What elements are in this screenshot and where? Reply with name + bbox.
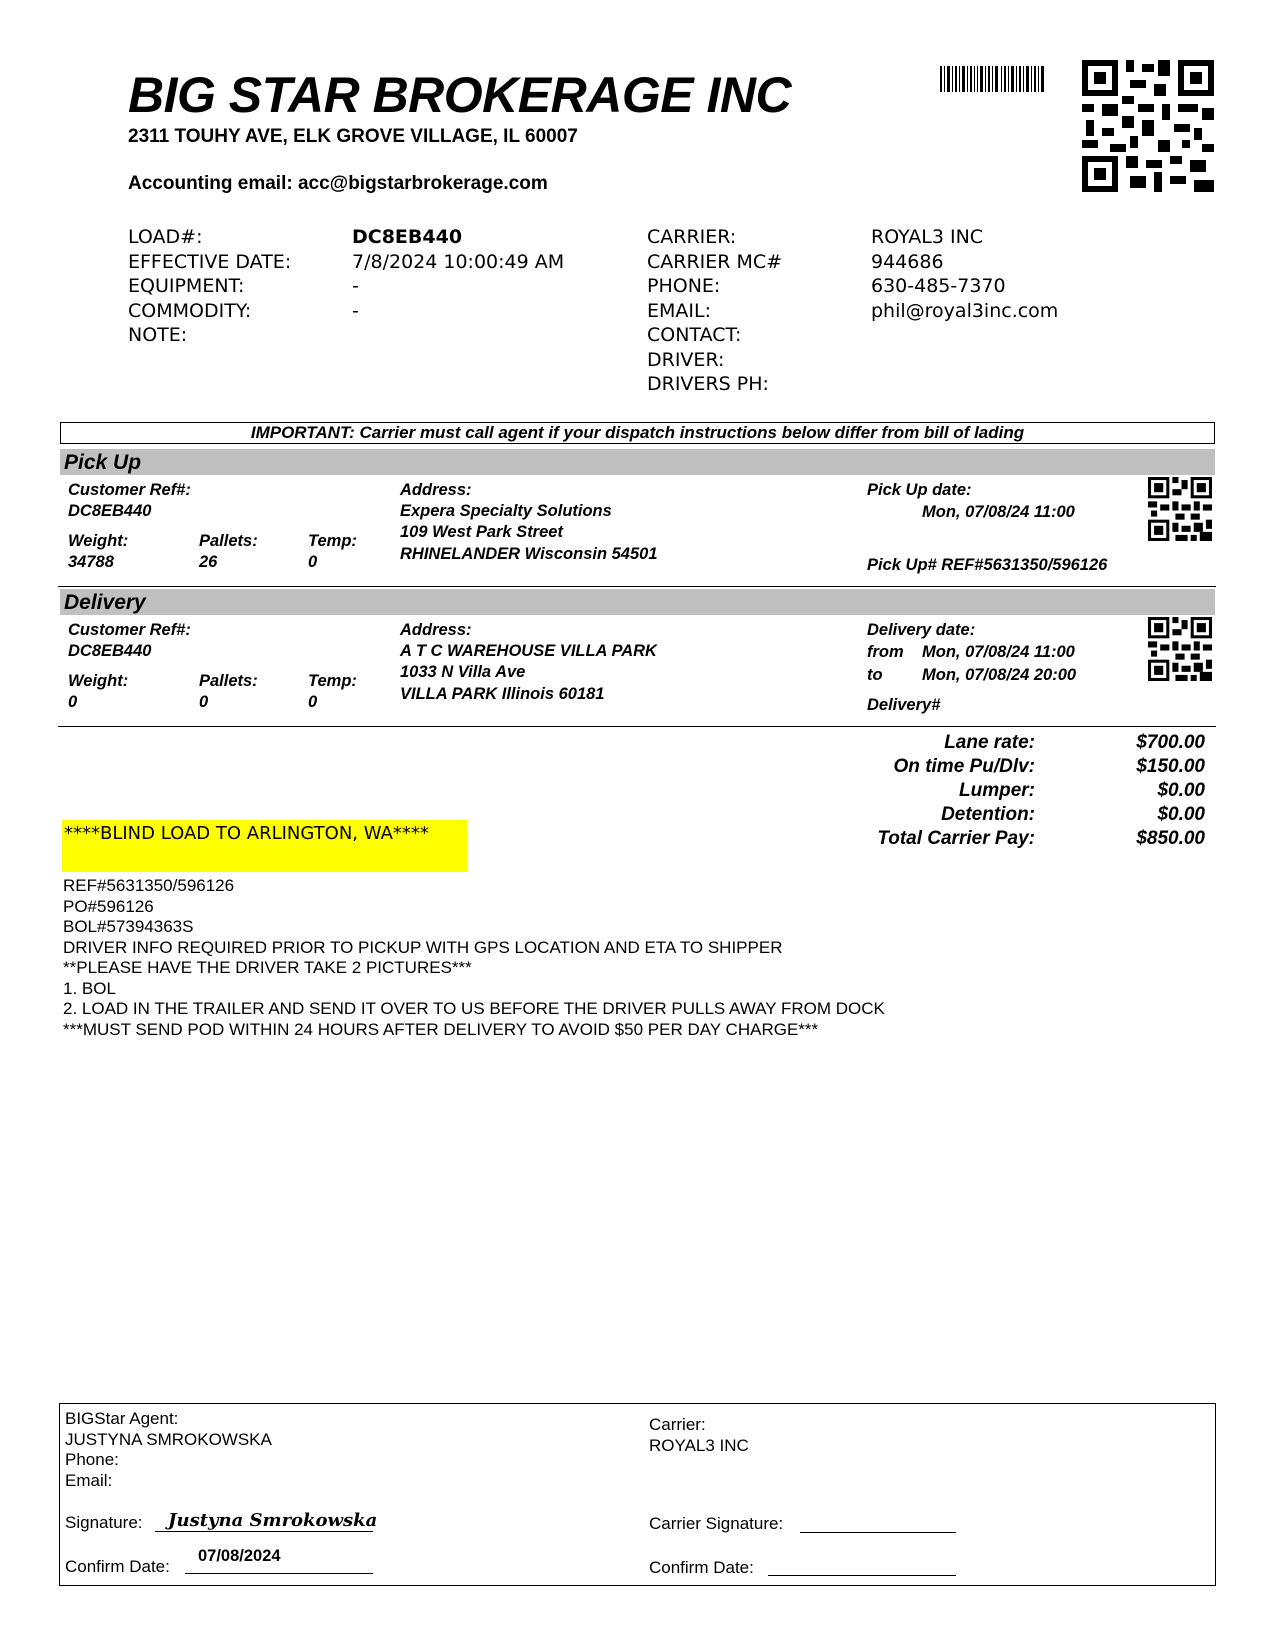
qr-code-icon [1082, 60, 1214, 192]
drivers-phone-label: DRIVERS PH: [647, 373, 769, 395]
rate-value: $0.00 [1157, 804, 1205, 825]
carrier-driver [871, 348, 1058, 373]
total-pay-value: $850.00 [1136, 828, 1205, 849]
delivery-pallets: 0 [199, 693, 209, 711]
carrier-mc-label: CARRIER MC# [647, 250, 783, 273]
note-line: PO#596126 [63, 896, 154, 916]
note-line: ***MUST SEND POD WITHIN 24 HOURS AFTER DELIVERY TO AVOID $50 PER DAY CHARGE*** [63, 1019, 819, 1039]
divider [58, 586, 1216, 587]
pickup-weight: 34788 [68, 553, 114, 571]
email-label: EMAIL: [647, 299, 711, 322]
rate-label: Lane rate: [944, 732, 1035, 753]
delivery-section-title: Delivery [60, 589, 1215, 615]
carrier-contact [871, 323, 1058, 348]
note-line: 2. LOAD IN THE TRAILER AND SEND IT OVER TO US BEFORE THE DRIVER PULLS AWAY FROM DOCK [63, 999, 885, 1018]
rate-row [885, 755, 1205, 779]
agent-label: BIGStar Agent: [65, 1409, 179, 1428]
effective-date-label: EFFECTIVE DATE: [128, 250, 292, 273]
rate-label: Lumper: [959, 780, 1035, 801]
note-label: NOTE: [128, 324, 188, 346]
phone-label: PHONE: [647, 275, 721, 297]
rate-label: On time Pu/Dlv: [893, 756, 1035, 777]
carrier-confirm-date-label: Confirm Date: [649, 1558, 754, 1577]
company-address: 2311 TOUHY AVE, ELK GROVE VILLAGE, IL 60007 [128, 126, 578, 147]
note-line: 1. BOL [63, 978, 116, 998]
note-line: DRIVER INFO REQUIRED PRIOR TO PICKUP WITH GPS LOCATION AND ETA TO SHIPPER [63, 937, 783, 957]
rate-value: $0.00 [1157, 780, 1205, 801]
confirm-date: 07/08/2024 [198, 1547, 281, 1565]
blind-load-highlight [62, 820, 467, 872]
confirm-date-line [185, 1573, 373, 1574]
delivery-weight-label: Weight: [68, 672, 129, 690]
rate-label: Detention: [941, 804, 1035, 825]
equipment-label: EQUIPMENT: [128, 275, 245, 297]
carrier-email: phil@royal3inc.com [871, 299, 1059, 322]
delivery-from-label: from [867, 643, 904, 661]
load-values [352, 225, 564, 348]
agent-name: JUSTYNA SMROKOWSKA [65, 1429, 272, 1449]
carrier-driver-phone [871, 372, 1058, 397]
dispatch-notes [63, 876, 885, 1040]
delivery-address-line: A T C WAREHOUSE VILLA PARK [400, 642, 657, 660]
commodity-label: COMMODITY: [128, 299, 252, 322]
note-value [352, 323, 564, 348]
rate-row [885, 731, 1205, 755]
pickup-pallets: 26 [199, 553, 218, 571]
agent-signature: Justyna Smrokowska [168, 1510, 378, 1531]
confirm-date-label: Confirm Date: [65, 1557, 170, 1576]
carrier-mc: 944686 [871, 250, 944, 273]
carrier-signature-line [800, 1532, 956, 1533]
total-pay-label: Total Carrier Pay: [877, 828, 1035, 849]
rate-row [885, 779, 1205, 803]
pickup-address-line: 109 West Park Street [400, 523, 563, 541]
qr-code-icon [1148, 477, 1212, 541]
load-labels [128, 225, 291, 348]
delivery-date-label: Delivery date: [867, 621, 976, 639]
carrier-phone: 630-485-7370 [871, 275, 1006, 297]
delivery-number-label: Delivery# [867, 696, 941, 714]
contact-label: CONTACT: [647, 324, 742, 346]
effective-date: 7/8/2024 10:00:49 AM [352, 250, 565, 273]
rates-table [877, 731, 1205, 851]
rate-value: $150.00 [1136, 756, 1205, 777]
carrier-label: CARRIER: [647, 226, 737, 248]
pickup-ref: Pick Up# REF#5631350/596126 [867, 556, 1108, 574]
signature-line [155, 1531, 373, 1532]
pickup-address-line: Expera Specialty Solutions [400, 502, 612, 520]
delivery-from-date: Mon, 07/08/24 11:00 [922, 643, 1075, 661]
pickup-weight-label: Weight: [68, 532, 129, 550]
note-line: **PLEASE HAVE THE DRIVER TAKE 2 PICTURES*** [63, 958, 472, 977]
carrier-labels [647, 225, 782, 397]
commodity-value: - [352, 299, 359, 322]
pickup-address-label: Address: [400, 481, 472, 499]
agent-email-label: Email: [65, 1470, 113, 1490]
delivery-address-line: VILLA PARK Illinois 60181 [400, 685, 605, 703]
pickup-customer-ref-label: Customer Ref#: [68, 481, 191, 499]
rate-value: $700.00 [1136, 732, 1205, 753]
carrier-sign-info [649, 1415, 749, 1456]
divider [58, 726, 1216, 727]
equipment-value: - [352, 275, 359, 297]
delivery-address-line: 1033 N Villa Ave [400, 663, 526, 681]
barcode-icon [940, 66, 1046, 92]
delivery-pallets-label: Pallets: [199, 672, 258, 690]
delivery-customer-ref: DC8EB440 [68, 642, 152, 660]
note-line: BOL#57394363S [63, 917, 194, 936]
delivery-address-label: Address: [400, 621, 472, 639]
accounting-email: Accounting email: acc@bigstarbrokerage.com [128, 173, 548, 194]
qr-code-icon [1148, 617, 1212, 681]
pickup-section-title: Pick Up [60, 449, 1215, 475]
pickup-date-label: Pick Up date: [867, 481, 972, 499]
carrier-confirm-date-line [768, 1575, 956, 1576]
load-number: DC8EB440 [352, 226, 463, 248]
pickup-temp-label: Temp: [308, 532, 357, 550]
pickup-address-line: RHINELANDER Wisconsin 54501 [400, 545, 658, 563]
delivery-customer-ref-label: Customer Ref#: [68, 621, 191, 639]
carrier-name: ROYAL3 INC [871, 226, 984, 248]
carrier-values [871, 225, 1058, 397]
signature-label: Signature: [65, 1513, 143, 1532]
delivery-to-date: Mon, 07/08/24 20:00 [922, 666, 1077, 684]
pickup-temp: 0 [308, 553, 318, 571]
delivery-temp-label: Temp: [308, 672, 357, 690]
blind-load-note: ****BLIND LOAD TO ARLINGTON, WA**** [64, 823, 429, 844]
note-line: REF#5631350/596126 [63, 876, 235, 895]
carrier-sign-name: ROYAL3 INC [649, 1435, 749, 1455]
important-notice: IMPORTANT: Carrier must call agent if your dispatch instructions below differ from bill of lading [60, 422, 1215, 444]
agent-info [65, 1409, 272, 1491]
delivery-weight: 0 [68, 693, 78, 711]
carrier-signature-label: Carrier Signature: [649, 1514, 784, 1533]
delivery-temp: 0 [308, 693, 318, 711]
rate-row [885, 803, 1205, 827]
agent-phone-label: Phone: [65, 1450, 119, 1469]
company-name: BIG STAR BROKERAGE INC [128, 67, 792, 123]
driver-label: DRIVER: [647, 348, 725, 371]
pickup-date: Mon, 07/08/24 11:00 [922, 503, 1075, 521]
carrier-sign-label: Carrier: [649, 1415, 706, 1434]
load-number-label: LOAD#: [128, 226, 203, 248]
delivery-to-label: to [867, 666, 883, 684]
pickup-customer-ref: DC8EB440 [68, 502, 152, 520]
rate-row-total [877, 827, 1205, 851]
pickup-pallets-label: Pallets: [199, 532, 258, 550]
